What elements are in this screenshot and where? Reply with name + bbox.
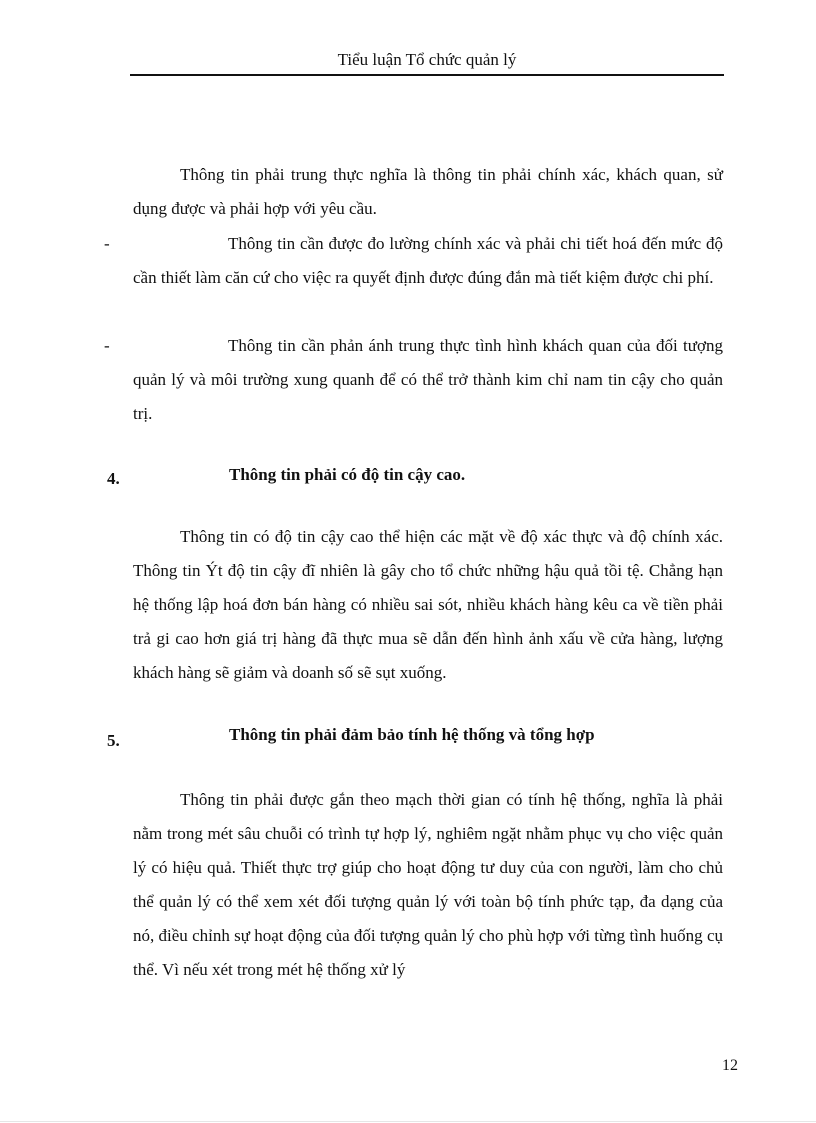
- intro-paragraph: Thông tin phải trung thực nghĩa là thông tin phải chính xác, khách quan, sử dụng được và phải hợp với yêu cầu.: [133, 165, 723, 218]
- header-divider: [130, 74, 724, 76]
- bullet-marker: -: [104, 336, 110, 355]
- bullet-paragraph: Thông tin cần được đo lường chính xác và phải chi tiết hoá đến mức độ cần thiết làm căn cứ cho việc ra quyết định được đúng đắn mà tiết kiệm được chi phí.: [133, 234, 723, 287]
- page-bottom-edge: [0, 1121, 816, 1122]
- section-paragraph: Thông tin phải được gắn theo mạch thời gian có tính hệ thống, nghĩa là phải nằm trong mét sâu chuỗi có trình tự hợp lý, nghiêm ngặt nhằm phục vụ cho việc quản lý có hiệu quả. Thiết thực trợ giúp cho hoạt động tư duy của con người, làm cho chủ thể quản lý có thể xem xét đối tượng quản lý với toàn bộ tính phức tạp, đa dạng của nó, điều chỉnh sự hoạt động của đối tượng quản lý cho phù hợp với từng tình huống cụ thể. Vì nếu xét trong mét hệ thống xử lý: [133, 790, 723, 979]
- section-paragraph: Thông tin có độ tin cậy cao thể hiện các mặt về độ xác thực và độ chính xác. Thông tin Ýt độ tin cậy đĩ nhiên là gây cho tổ chức những hậu quả tồi tệ. Chẳng hạn hệ thống lập hoá đơn bán hàng có nhiều sai sót, nhiều khách hàng kêu ca về tiền phải trả gi cao hơn giá trị hàng đã thực mua sẽ dẫn đến hình ảnh xấu về cửa hàng, lượng khách hàng sẽ giảm và doanh số sẽ sụt xuống.: [133, 527, 723, 682]
- bullet-paragraph: Thông tin cần phản ánh trung thực tình hình khách quan của đối tượng quản lý và môi trường xung quanh để có thể trở thành kim chỉ nam tin cậy cho quản trị.: [133, 336, 723, 423]
- page-number: 12: [722, 1057, 738, 1074]
- header-title: Tiểu luận Tổ chức quản lý: [337, 50, 517, 69]
- section-number: 5.: [107, 731, 120, 750]
- section-number: 4.: [107, 469, 120, 488]
- bullet-marker: -: [104, 234, 110, 253]
- section-heading: Thông tin phải đảm bảo tính hệ thống và tổng hợp: [229, 725, 595, 744]
- section-heading: Thông tin phải có độ tin cậy cao.: [229, 465, 466, 484]
